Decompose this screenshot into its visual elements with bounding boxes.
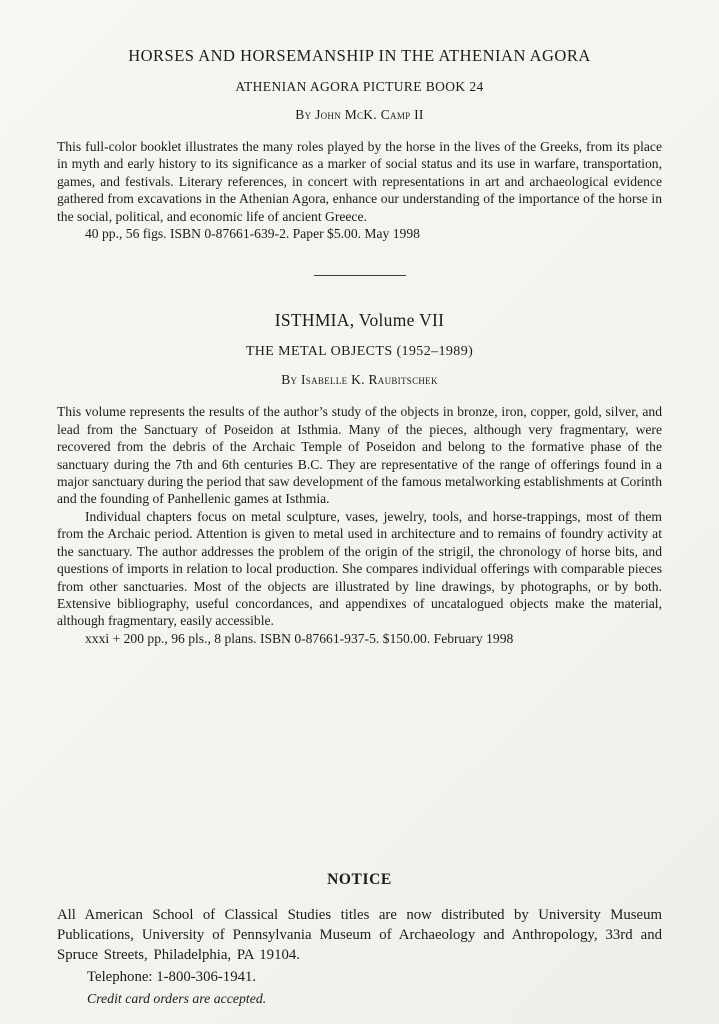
notice-credit-line: Credit card orders are accepted. [87,991,267,1007]
section-divider [314,275,406,276]
book2-details: xxxi + 200 pp., 96 pls., 8 plans. ISBN 0-87661-937-5. $150.00. February 1998 [85,630,514,646]
book2-paragraph-1: This volume represents the results of the author’s study of the objects in bronze, iron, copper, gold, silver, and lead from the Sanctuary of Poseidon at Isthmia. Many of the pieces, although very fragmentary, were recovered from the debris of the Archaic Temple of Poseidon and belong to the formative phase of the sanctuary during the 7th and 6th centuries B.C. They are representative of the range of offerings found in a major sanctuary during the period that saw development of the famous metalworking establishments at Corinth and the founding of Panhellenic games at Isthmia. [57,404,662,507]
notice-telephone: Telephone: 1-800-306-1941. [87,969,257,986]
notice-section [57,871,662,1008]
book1-title: HORSES AND HORSEMANSHIP IN THE ATHENIAN AGORA [128,46,591,65]
notice-body: All American School of Classical Studies titles are now distributed by University Museum Publications, University of Pennsylvania Museum of Archaeology and Anthropology, 33rd and Spruce Streets, Philadelphia, PA 19104. [57,907,662,964]
book2-paragraph-2: Individual chapters focus on metal sculpture, vases, jewelry, tools, and horse-trappings, most of them from the Archaic period. Attention is given to metal used in architecture and to remains of foundry activity at the sanctuary. The author addresses the problem of the origin of the strigil, the chronology of horse bits, and questions of imports in relation to local production. She compares individual offerings with comparable pieces from other sanctuaries. Most of the objects are illustrated by line drawings, by photographs, or by both. Extensive bibliography, useful concordances, and appendixes of uncatalogued objects make the material, although fragmentary, easily accessible. [57,508,662,629]
book1-byline: By John McK. Camp II [295,107,424,122]
notice-heading: NOTICE [327,871,392,889]
book1-details: 40 pp., 56 figs. ISBN 0-87661-639-2. Paper $5.00. May 1998 [85,226,420,242]
book2-subtitle: THE METAL OBJECTS (1952–1989) [245,344,474,360]
book2-title: ISTHMIA, Volume VII [274,310,445,331]
book2-byline: By Isabelle K. Raubitschek [281,372,438,388]
book-entry-isthmia [57,310,662,647]
book1-description: This full-color booklet illustrates the many roles played by the horse in the lives of the Greeks, from its place in myth and early history to its significance as a marker of social status and its use in warfare, transportation, games, and festivals. Literary references, in concert with representations in art and archaeological evidence gathered from excavations in the Athenian Agora, enhance our understanding of the importance of the horse in the social, political, and economic life of ancient Greece. [57,139,662,224]
book-entry-horses [57,46,662,242]
book1-series: ATHENIAN AGORA PICTURE BOOK 24 [235,79,484,94]
